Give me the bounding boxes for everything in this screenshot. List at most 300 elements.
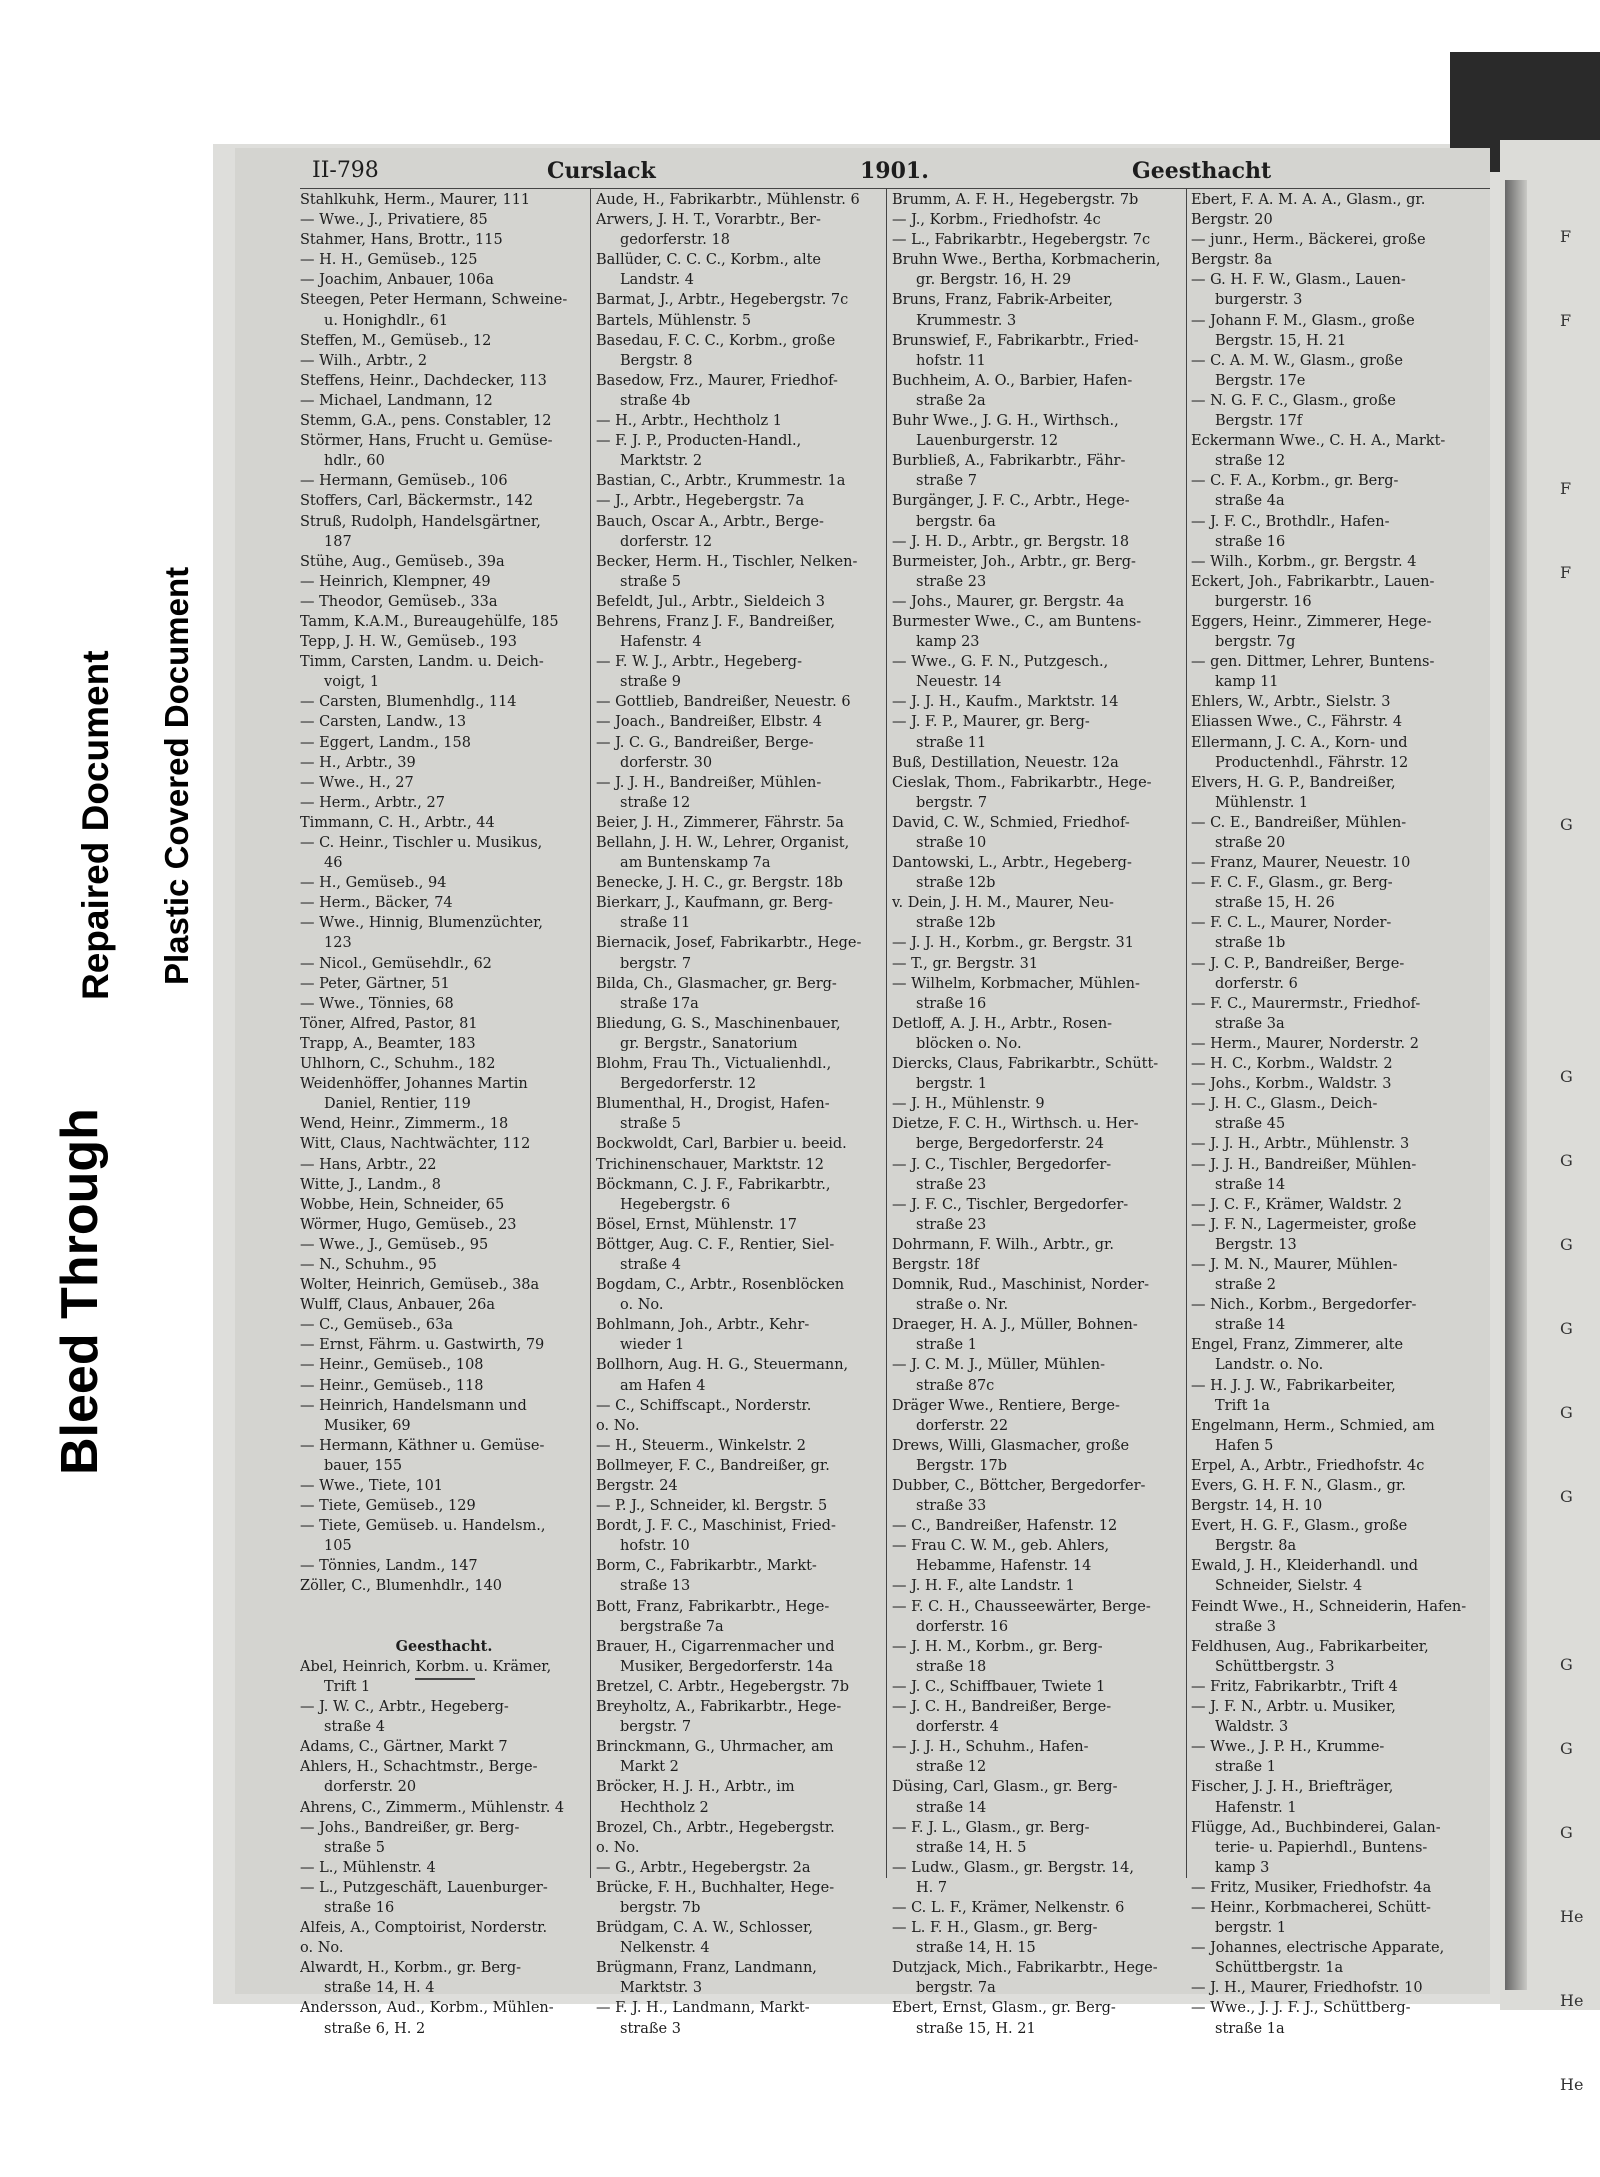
directory-line: Dubber, C., Böttcher, Bergedorfer- <box>892 1478 1146 1494</box>
repaired-document-label: Repaired Document <box>75 650 116 1000</box>
facing-page-letter: He <box>1560 1991 1584 2010</box>
directory-line: straße 9 <box>620 674 681 691</box>
directory-line: Markt 2 <box>620 1759 679 1776</box>
directory-line: — Franz, Maurer, Neuestr. 10 <box>1191 855 1411 872</box>
directory-line: Lauenburgerstr. 12 <box>916 433 1059 450</box>
directory-line: Bierkarr, J., Kaufmann, gr. Berg- <box>596 895 833 912</box>
directory-line: straße 10 <box>916 835 987 851</box>
directory-line: Hafen 5 <box>1215 1437 1274 1454</box>
directory-line: Uhlhorn, C., Schuhm., 182 <box>300 1056 496 1073</box>
directory-line: — J. H., Mühlenstr. 9 <box>892 1096 1045 1113</box>
directory-line: — F. J. P., Producten-Handl., <box>596 433 802 450</box>
directory-line: straße 4b <box>620 392 691 409</box>
directory-line: — J. F. N., Lagermeister, große <box>1191 1216 1417 1233</box>
directory-line: dorferstr. 20 <box>324 1779 417 1796</box>
directory-line: Buhr Wwe., J. G. H., Wirthsch., <box>892 413 1119 430</box>
directory-line: straße 23 <box>916 1176 987 1193</box>
directory-line: Dantowski, L., Arbtr., Hegeberg- <box>892 855 1132 872</box>
directory-line: Witt, Claus, Nachtwächter, 112 <box>300 1136 531 1153</box>
directory-line: — J. H. C., Glasm., Deich- <box>1191 1096 1378 1113</box>
directory-line: Blumenthal, H., Drogist, Hafen- <box>596 1096 830 1113</box>
directory-line: Stahlkuhk, Herm., Maurer, 111 <box>300 192 531 208</box>
directory-line: — Gottlieb, Bandreißer, Neuestr. 6 <box>596 694 851 711</box>
directory-line: Andersson, Aud., Korbm., Mühlen- <box>300 2000 554 2017</box>
directory-line: Düsing, Carl, Glasm., gr. Berg- <box>892 1779 1118 1796</box>
directory-line: — J. J. H., Arbtr., Mühlenstr. 3 <box>1191 1136 1410 1153</box>
directory-line: — Wwe., H., 27 <box>300 774 414 791</box>
facing-page-letter: G <box>1560 1655 1573 1674</box>
facing-page-letter <box>1560 363 1600 447</box>
directory-line: straße 3 <box>620 2020 681 2037</box>
facing-page-letter <box>1560 699 1600 783</box>
directory-line: Brozel, Ch., Arbtr., Hegebergstr. <box>596 1819 835 1836</box>
directory-line: straße 14, H. 5 <box>916 1839 1027 1856</box>
directory-line: — Johannes, electrische Apparate, <box>1191 1940 1445 1957</box>
directory-line: straße 20 <box>1215 835 1286 851</box>
directory-line: Ballüder, C. C. C., Korbm., alte <box>596 252 821 269</box>
directory-line: — Hermann, Gemüseb., 106 <box>300 473 508 490</box>
directory-line: Beier, J. H., Zimmerer, Fährstr. 5a <box>596 814 844 831</box>
directory-line: Marktstr. 3 <box>620 1980 703 1997</box>
directory-line: Hafenstr. 4 <box>620 634 702 651</box>
directory-line: Blohm, Frau Th., Victualienhdl., <box>596 1056 832 1073</box>
directory-line: o. No. <box>596 1839 640 1856</box>
directory-line: — Hans, Arbtr., 22 <box>300 1156 437 1173</box>
facing-page-letter: G <box>1560 1235 1573 1254</box>
directory-line: — Wwe., G. F. N., Putzgesch., <box>892 654 1109 671</box>
directory-line: straße 23 <box>916 573 987 590</box>
directory-line: — Herm., Arbtr., 27 <box>300 794 445 811</box>
directory-line: Bilda, Ch., Glasmacher, gr. Berg- <box>596 975 837 992</box>
directory-line: 123 <box>324 935 352 952</box>
directory-line: — J. F. C., Tischler, Bergedorfer- <box>892 1196 1129 1213</box>
directory-line: 105 <box>324 1538 352 1555</box>
directory-line: — Joach., Bandreißer, Elbstr. 4 <box>596 714 823 731</box>
directory-column-1 <box>300 190 588 2039</box>
directory-line: straße 13 <box>620 1578 691 1595</box>
directory-line: am Buntenskamp 7a <box>620 855 771 872</box>
directory-line: Brumm, A. F. H., Hegebergstr. 7b <box>892 192 1139 208</box>
directory-line: Tamm, K.A.M., Bureaugehülfe, 185 <box>300 613 559 630</box>
directory-line: 46 <box>324 855 343 872</box>
directory-line: Bockwoldt, Carl, Barbier u. beeid. <box>596 1136 847 1153</box>
directory-line: gr. Bergstr., Sanatorium <box>620 1035 798 1052</box>
directory-line: Feldhusen, Aug., Fabrikarbeiter, <box>1191 1638 1429 1655</box>
directory-line: — H., Steuerm., Winkelstr. 2 <box>596 1437 807 1454</box>
directory-line: Hebamme, Hafenstr. 14 <box>916 1558 1092 1575</box>
facing-page-text <box>1560 195 1600 2094</box>
directory-line: Basedow, Frz., Maurer, Friedhof- <box>596 372 838 389</box>
directory-line: Landstr. 4 <box>620 272 694 289</box>
directory-line: — Ludw., Glasm., gr. Bergstr. 14, <box>892 1859 1134 1876</box>
directory-line: Becker, Herm. H., Tischler, Nelken- <box>596 553 858 570</box>
directory-line: — J. H. M., Korbm., gr. Berg- <box>892 1638 1103 1655</box>
directory-line: — Herm., Maurer, Norderstr. 2 <box>1191 1035 1419 1052</box>
directory-line: Weidenhöffer, Johannes Martin <box>300 1076 528 1093</box>
directory-line: Daniel, Rentier, 119 <box>324 1096 471 1113</box>
directory-line: — J. M. N., Maurer, Mühlen- <box>1191 1256 1398 1273</box>
directory-line: — J. F. P., Maurer, gr. Berg- <box>892 714 1090 731</box>
directory-line: Ellermann, J. C. A., Korn- und <box>1191 734 1408 751</box>
directory-line: Mühlenstr. 1 <box>1215 794 1309 811</box>
facing-page-letter: G <box>1560 1487 1573 1506</box>
directory-line: Musiker, 69 <box>324 1417 411 1434</box>
directory-line: Bergstr. 17b <box>916 1457 1008 1474</box>
directory-line: dorferstr. 22 <box>916 1417 1009 1434</box>
directory-line: Behrens, Franz J. F., Bandreißer, <box>596 613 836 630</box>
directory-line: Basedau, F. C. C., Korbm., große <box>596 332 836 349</box>
bleed-through-label: Bleed Through <box>51 1108 109 1475</box>
directory-line: Befeldt, Jul., Arbtr., Sieldeich 3 <box>596 593 826 610</box>
directory-line: — F. J. L., Glasm., gr. Berg- <box>892 1819 1090 1836</box>
directory-line: Arwers, J. H. T., Vorarbtr., Ber- <box>596 212 821 229</box>
directory-line: Trift 1 <box>324 1678 371 1695</box>
directory-line: Evers, G. H. F. N., Glasm., gr. <box>1191 1478 1406 1494</box>
column-divider <box>886 188 887 1878</box>
directory-line: — H. C., Korbm., Waldstr. 2 <box>1191 1056 1393 1073</box>
directory-line: Bergstr. 20 <box>1191 212 1273 229</box>
directory-line: — H. J. J. W., Fabrikarbeiter, <box>1191 1377 1396 1394</box>
directory-line: straße 45 <box>1215 1116 1286 1133</box>
directory-line: Steffens, Heinr., Dachdecker, 113 <box>300 372 547 389</box>
directory-line: Schneider, Sielstr. 4 <box>1215 1578 1363 1595</box>
directory-line: — Johs., Maurer, gr. Bergstr. 4a <box>892 593 1125 610</box>
directory-line: u. Honighdlr., 61 <box>324 312 449 329</box>
directory-line: Bergstr. 15, H. 21 <box>1215 332 1347 349</box>
directory-line: am Hafen 4 <box>620 1377 706 1394</box>
facing-page-letter: G <box>1560 815 1573 834</box>
directory-line: bergstr. 7b <box>620 1899 701 1916</box>
directory-line: straße 3a <box>1215 1015 1285 1032</box>
directory-line: straße 15, H. 26 <box>1215 895 1335 912</box>
directory-line: Waldstr. 3 <box>1215 1719 1289 1736</box>
directory-line: — Tönnies, Landm., 147 <box>300 1558 478 1575</box>
directory-line: Trapp, A., Beamter, 183 <box>300 1035 476 1052</box>
directory-line: — J. C. G., Bandreißer, Berge- <box>596 734 814 751</box>
directory-line: — Wwe., Hinnig, Blumenzüchter, <box>300 915 544 932</box>
directory-line: 187 <box>324 533 352 550</box>
directory-line: — Heinrich, Klempner, 49 <box>300 573 491 590</box>
directory-line: dorferstr. 12 <box>620 533 713 550</box>
directory-line: Stahmer, Hans, Brottr., 115 <box>300 232 503 249</box>
directory-line: Cieslak, Thom., Fabrikarbtr., Hege- <box>892 774 1152 791</box>
directory-line: straße 6, H. 2 <box>324 2020 426 2037</box>
facing-page-letter <box>1560 1539 1600 1623</box>
directory-line: gr. Bergstr. 16, H. 29 <box>916 272 1072 289</box>
directory-line: — J. F. C., Brothdlr., Hafen- <box>1191 513 1390 530</box>
directory-line: straße 3 <box>1215 1618 1276 1635</box>
directory-line: Timm, Carsten, Landm. u. Deich- <box>300 654 544 671</box>
directory-line: Nelkenstr. 4 <box>620 1940 710 1957</box>
directory-line: straße 11 <box>620 915 691 932</box>
column-divider <box>590 188 591 1878</box>
directory-line: Bergstr. 24 <box>596 1478 678 1494</box>
directory-line: — junr., Herm., Bäckerei, große <box>1191 232 1426 249</box>
directory-line: — C., Gemüseb., 63a <box>300 1317 453 1334</box>
directory-line: straße 33 <box>916 1498 987 1515</box>
directory-line: — Heinrich, Handelsmann und <box>300 1397 527 1414</box>
directory-line: — Heinr., Gemüseb., 118 <box>300 1377 484 1394</box>
directory-line: Struß, Rudolph, Handelsgärtner, <box>300 513 541 530</box>
directory-line: — F. C. H., Chausseewärter, Berge- <box>892 1598 1151 1615</box>
directory-line: Bruhn Wwe., Bertha, Korbmacherin, <box>892 252 1161 269</box>
directory-line: — N., Schuhm., 95 <box>300 1256 437 1273</box>
directory-line: — Wwe., J. J. F. J., Schüttberg- <box>1191 2000 1411 2017</box>
directory-line: Adams, C., Gärtner, Markt 7 <box>300 1739 508 1756</box>
directory-line: Barmat, J., Arbtr., Hegebergstr. 7c <box>596 292 849 309</box>
directory-line: — Heinr., Gemüseb., 108 <box>300 1357 484 1374</box>
directory-line: — J. H. F., alte Landstr. 1 <box>892 1578 1075 1595</box>
directory-line: — C. A. M. W., Glasm., große <box>1191 352 1403 369</box>
directory-line: Störmer, Hans, Frucht u. Gemüse- <box>300 433 553 450</box>
directory-line: Bösel, Ernst, Mühlenstr. 17 <box>596 1216 797 1233</box>
directory-line: — J. H. D., Arbtr., gr. Bergstr. 18 <box>892 533 1130 550</box>
directory-line: Wörmer, Hugo, Gemüseb., 23 <box>300 1216 517 1233</box>
directory-line: Bergstr. 8a <box>1191 252 1273 269</box>
directory-line: — Fritz, Musiker, Friedhofstr. 4a <box>1191 1879 1432 1896</box>
directory-line: blöcken o. No. <box>916 1035 1022 1052</box>
directory-line: — J. C. F., Krämer, Waldstr. 2 <box>1191 1196 1402 1213</box>
directory-line: Stoffers, Carl, Bäckermstr., 142 <box>300 493 534 510</box>
directory-line: Ewald, J. H., Kleiderhandl. und <box>1191 1558 1419 1575</box>
plastic-covered-label: Plastic Covered Document <box>158 566 195 985</box>
directory-line: Timmann, C. H., Arbtr., 44 <box>300 814 495 831</box>
directory-line: straße 14, H. 15 <box>916 1940 1036 1957</box>
directory-line: bergstr. 7 <box>620 1719 692 1736</box>
directory-line: Eckermann Wwe., C. H. A., Markt- <box>1191 433 1446 450</box>
directory-line: Abel, Heinrich, Korbm. u. Krämer, <box>300 1658 552 1675</box>
directory-line: straße 1b <box>1215 935 1286 952</box>
directory-line: Bartels, Mühlenstr. 5 <box>596 312 752 329</box>
directory-line: Elvers, H. G. P., Bandreißer, <box>1191 774 1396 791</box>
facing-page-letter: G <box>1560 1151 1573 1170</box>
directory-line: Wolter, Heinrich, Gemüseb., 38a <box>300 1277 540 1294</box>
city-heading: Geesthacht <box>1132 158 1272 184</box>
facing-page-letter: G <box>1560 1067 1573 1086</box>
directory-line: — C., Schiffscapt., Norderstr. <box>596 1397 812 1414</box>
directory-line: Bollhorn, Aug. H. G., Steuermann, <box>596 1357 849 1374</box>
directory-line: Feindt Wwe., H., Schneiderin, Hafen- <box>1191 1598 1467 1615</box>
directory-line: Zöller, C., Blumenhdlr., 140 <box>300 1578 503 1595</box>
directory-line: Dräger Wwe., Rentiere, Berge- <box>892 1397 1120 1414</box>
directory-line: Ahlers, H., Schachtmstr., Berge- <box>300 1759 538 1776</box>
directory-line: Neuestr. 14 <box>916 674 1002 691</box>
directory-line: — Theodor, Gemüseb., 33a <box>300 593 498 610</box>
directory-line: Buchheim, A. O., Barbier, Hafen- <box>892 372 1133 389</box>
directory-line: v. Dein, J. H. M., Maurer, Neu- <box>892 895 1114 912</box>
directory-line: Engelmann, Herm., Schmied, am <box>1191 1417 1435 1434</box>
directory-line: — Michael, Landmann, 12 <box>300 392 493 409</box>
directory-line: straße 12 <box>916 1759 987 1776</box>
directory-line: Bollmeyer, F. C., Bandreißer, gr. <box>596 1457 830 1474</box>
directory-line: Bergstr. 8 <box>620 352 693 369</box>
directory-line: H. 7 <box>916 1879 948 1896</box>
directory-line: David, C. W., Schmied, Friedhof- <box>892 814 1130 831</box>
directory-line: — H., Arbtr., 39 <box>300 754 416 771</box>
directory-line: o. No. <box>620 1297 664 1314</box>
directory-line: Bohlmann, Joh., Arbtr., Kehr- <box>596 1317 810 1334</box>
directory-line: — Fritz, Fabrikarbtr., Trift 4 <box>1191 1678 1398 1695</box>
directory-line: — Wwe., Tiete, 101 <box>300 1478 444 1494</box>
directory-line <box>300 1617 588 1637</box>
directory-line: — F. C. F., Glasm., gr. Berg- <box>1191 875 1393 892</box>
facing-page-letter: G <box>1560 1319 1573 1338</box>
directory-line: dorferstr. 4 <box>916 1719 999 1736</box>
directory-line: — C. L. F., Krämer, Nelkenstr. 6 <box>892 1899 1125 1916</box>
directory-line: — C., Bandreißer, Hafenstr. 12 <box>892 1518 1118 1535</box>
directory-line: bergstraße 7a <box>620 1618 724 1635</box>
directory-line: straße 18 <box>916 1658 987 1675</box>
directory-column-3 <box>892 190 1182 2039</box>
directory-line: Bergstr. 13 <box>1215 1236 1297 1253</box>
directory-line: dorferstr. 16 <box>916 1618 1009 1635</box>
directory-line: Bellahn, J. H. W., Lehrer, Organist, <box>596 835 850 851</box>
directory-line: Ebert, F. A. M. A. A., Glasm., gr. <box>1191 192 1426 208</box>
directory-line: Stühe, Aug., Gemüseb., 39a <box>300 553 505 570</box>
directory-line: — J. H., Maurer, Friedhofstr. 10 <box>1191 1980 1423 1997</box>
directory-line: straße 87c <box>916 1377 995 1394</box>
directory-line: Brücke, F. H., Buchhalter, Hege- <box>596 1879 835 1896</box>
directory-line: straße 2a <box>916 392 986 409</box>
directory-line: Burmeister, Joh., Arbtr., gr. Berg- <box>892 553 1136 570</box>
directory-line: straße 16 <box>324 1899 395 1916</box>
directory-line: Trift 1a <box>1215 1397 1270 1414</box>
directory-line: — Wilh., Arbtr., 2 <box>300 352 428 369</box>
directory-line: gedorferstr. 18 <box>620 232 730 249</box>
directory-line: — Wwe., J. P. H., Krumme- <box>1191 1739 1385 1756</box>
directory-line: — Wwe., J., Privatiere, 85 <box>300 212 488 229</box>
directory-line: Bordt, J. F. C., Maschinist, Fried- <box>596 1518 836 1535</box>
facing-page-letter: F <box>1560 479 1572 498</box>
directory-line: — J. J. H., Bandreißer, Mühlen- <box>1191 1156 1417 1173</box>
directory-line: hdlr., 60 <box>324 453 385 470</box>
directory-line: — Tiete, Gemüseb. u. Handelsm., <box>300 1518 546 1535</box>
directory-line: Eckert, Joh., Fabrikarbtr., Lauen- <box>1191 573 1435 590</box>
directory-line: straße 14 <box>916 1799 987 1816</box>
directory-line: wieder 1 <box>620 1337 685 1354</box>
directory-line: — J. J. H., Schuhm., Hafen- <box>892 1739 1089 1756</box>
header-rule <box>300 188 1490 189</box>
directory-line: Bergstr. 17f <box>1215 413 1303 430</box>
directory-line: Buß, Destillation, Neuestr. 12a <box>892 754 1119 771</box>
directory-line: — Johann F. M., Glasm., große <box>1191 312 1415 329</box>
directory-line: — J. C., Schiffbauer, Twiete 1 <box>892 1678 1106 1695</box>
directory-column-4 <box>1191 190 1491 2039</box>
directory-line: Marktstr. 2 <box>620 453 703 470</box>
directory-line: Hechtholz 2 <box>620 1799 709 1816</box>
directory-line: Bruns, Franz, Fabrik-Arbeiter, <box>892 292 1114 309</box>
directory-line: Wend, Heinr., Zimmerm., 18 <box>300 1116 509 1133</box>
directory-line: — gen. Dittmer, Lehrer, Buntens- <box>1191 654 1435 671</box>
directory-line: — Joachim, Anbauer, 106a <box>300 272 494 289</box>
directory-line: — Johs., Bandreißer, gr. Berg- <box>300 1819 520 1836</box>
directory-line: — Peter, Gärtner, 51 <box>300 975 450 992</box>
directory-line: Hegebergstr. 6 <box>620 1196 731 1213</box>
year-heading: 1901. <box>860 158 929 184</box>
directory-line: — N. G. F. C., Glasm., große <box>1191 392 1396 409</box>
directory-line: Aude, H., Fabrikarbtr., Mühlenstr. 6 <box>596 192 860 208</box>
directory-line: dorferstr. 6 <box>1215 975 1298 992</box>
directory-line: straße 14, H. 4 <box>324 1980 435 1997</box>
facing-page-letter: F <box>1560 311 1572 330</box>
directory-line: Wobbe, Hein, Schneider, 65 <box>300 1196 505 1213</box>
directory-line: straße 12 <box>1215 453 1286 470</box>
directory-line: bergstr. 7 <box>916 794 988 811</box>
directory-line: — G. H. F. W., Glasm., Lauen- <box>1191 272 1406 289</box>
directory-line: — F. J. H., Landmann, Markt- <box>596 2000 810 2017</box>
directory-line: Detloff, A. J. H., Arbtr., Rosen- <box>892 1015 1113 1032</box>
directory-line: — Heinr., Korbmacherei, Schütt- <box>1191 1899 1431 1916</box>
directory-line: hofstr. 10 <box>620 1538 690 1555</box>
directory-line: — Frau C. W. M., geb. Ahlers, <box>892 1538 1110 1555</box>
directory-line: — C. E., Bandreißer, Mühlen- <box>1191 814 1407 831</box>
directory-line: — P. J., Schneider, kl. Bergstr. 5 <box>596 1498 828 1515</box>
facing-page-letter: F <box>1560 563 1572 582</box>
directory-line: — J., Korbm., Friedhofstr. 4c <box>892 212 1101 229</box>
directory-line: Trichinenschauer, Marktstr. 12 <box>596 1156 824 1173</box>
directory-line: straße 5 <box>324 1839 385 1856</box>
directory-line: Fischer, J. J. H., Briefträger, <box>1191 1779 1394 1796</box>
directory-line: Stemm, G.A., pens. Constabler, 12 <box>300 413 552 430</box>
directory-line: Böttger, Aug. C. F., Rentier, Siel- <box>596 1236 835 1253</box>
directory-line: Dutzjack, Mich., Fabrikarbtr., Hege- <box>892 1960 1158 1977</box>
directory-line: straße 14 <box>1215 1317 1286 1334</box>
directory-line: Ehlers, W., Arbtr., Sielstr. 3 <box>1191 694 1391 711</box>
directory-line: — Herm., Bäcker, 74 <box>300 895 453 912</box>
directory-line: — Carsten, Blumenhdlg., 114 <box>300 694 517 711</box>
facing-page-letter: G <box>1560 1403 1573 1422</box>
directory-line: — Wilhelm, Korbmacher, Mühlen- <box>892 975 1140 992</box>
directory-line: Burgänger, J. F. C., Arbtr., Hege- <box>892 493 1130 510</box>
directory-line: straße 1 <box>1215 1759 1276 1776</box>
directory-line: Brinckmann, G., Uhrmacher, am <box>596 1739 834 1756</box>
directory-line: straße 5 <box>620 1116 681 1133</box>
page-number: II-798 <box>312 158 379 183</box>
directory-line: Eliassen Wwe., C., Fährstr. 4 <box>1191 714 1403 731</box>
directory-line: Dohrmann, F. Wilh., Arbtr., gr. <box>892 1236 1114 1253</box>
directory-line: — J. J. H., Bandreißer, Mühlen- <box>596 774 822 791</box>
directory-line: Alfeis, A., Comptoirist, Norderstr. <box>300 1920 548 1937</box>
directory-line: Productenhdl., Fährstr. 12 <box>1215 754 1409 771</box>
directory-line: — J. J. H., Korbm., gr. Bergstr. 31 <box>892 935 1134 952</box>
directory-line: straße 14 <box>1215 1176 1286 1193</box>
directory-line: straße 4 <box>324 1719 385 1736</box>
directory-line: straße 16 <box>916 995 987 1012</box>
column-divider <box>1186 188 1187 1878</box>
directory-line: — Hermann, Käthner u. Gemüse- <box>300 1437 545 1454</box>
directory-line: Bergstr. 8a <box>1215 1538 1297 1555</box>
directory-line: voigt, 1 <box>324 674 380 691</box>
directory-line: Bergstr. 14, H. 10 <box>1191 1498 1323 1515</box>
section-heading: Geesthacht. <box>395 1637 493 1655</box>
directory-line: berge, Bergedorferstr. 24 <box>916 1136 1105 1153</box>
directory-line: Bliedung, G. S., Maschinenbauer, <box>596 1015 841 1032</box>
directory-line: — Nich., Korbm., Bergedorfer- <box>1191 1297 1417 1314</box>
directory-line: dorferstr. 30 <box>620 754 713 771</box>
directory-line: Brügmann, Franz, Landmann, <box>596 1960 817 1977</box>
directory-line: — F. C., Maurermstr., Friedhof- <box>1191 995 1421 1012</box>
directory-line: — T., gr. Bergstr. 31 <box>892 955 1039 972</box>
facing-page-letter <box>1560 951 1600 1035</box>
directory-line: — Wwe., Tönnies, 68 <box>300 995 454 1012</box>
directory-line: Draeger, H. A. J., Müller, Bohnen- <box>892 1317 1138 1334</box>
directory-line: Bott, Franz, Fabrikarbtr., Hege- <box>596 1598 830 1615</box>
directory-line: Brunswief, F., Fabrikarbtr., Fried- <box>892 332 1139 349</box>
directory-line: Bröcker, H. J. H., Arbtr., im <box>596 1779 795 1796</box>
facing-page-letter: He <box>1560 1907 1584 1926</box>
directory-line: — H. H., Gemüseb., 125 <box>300 252 478 269</box>
district-heading: Curslack <box>547 158 656 184</box>
